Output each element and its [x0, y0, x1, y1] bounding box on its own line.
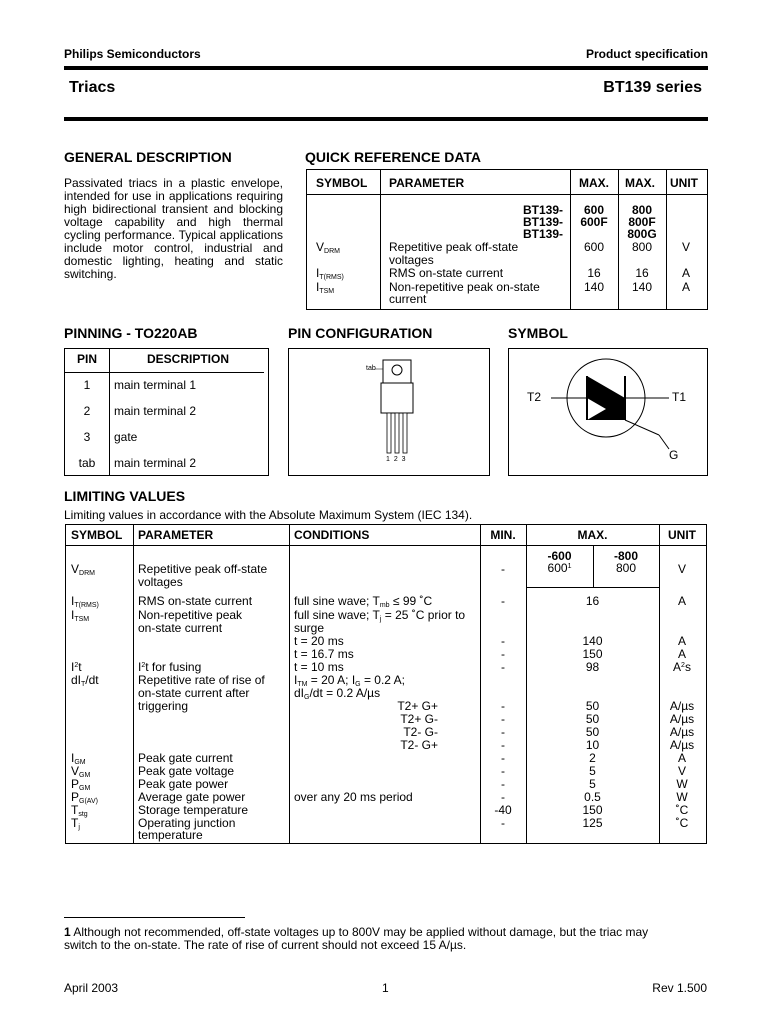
gate-label: G: [669, 448, 679, 462]
lim-unit: A/µs: [669, 712, 695, 726]
lim-min: -: [501, 790, 505, 804]
pin-number: 2: [83, 404, 91, 418]
lim-col-unit: UNIT: [668, 528, 696, 542]
lim-unit: A: [677, 634, 686, 648]
lim-max: 2: [589, 751, 596, 765]
lim-max: 98: [585, 660, 600, 674]
lim-parameter: Non-repetitive peak: [138, 608, 243, 622]
lim-parameter: Average gate power: [138, 790, 246, 804]
pinning-col-description: DESCRIPTION: [146, 352, 229, 366]
doc-type: Product specification: [585, 47, 708, 61]
header-rule: [64, 117, 708, 121]
lim-col-min: MIN.: [490, 528, 516, 542]
qrd-row-parameter: Non-repetitive peak on-state: [389, 280, 540, 294]
qrd-row-unit: V: [681, 240, 690, 254]
lim-min: -: [501, 751, 505, 765]
lim-max: 5: [589, 764, 596, 778]
qrd-type-800: 800: [631, 203, 653, 217]
lim-symbol: $V_{DRM}$: [71, 562, 95, 577]
qrd-row-max2: 800: [631, 240, 653, 254]
lim-condition: full sine wave; $T_j = 25$ ˚C prior to: [294, 608, 466, 623]
lim-max: 140: [582, 634, 603, 648]
lim-max: 10: [585, 738, 600, 752]
lim-symbol: $T_{stg}$: [71, 803, 88, 818]
pin-description: main terminal 2: [114, 404, 197, 418]
footer-date: April 2003: [64, 981, 119, 995]
lim-min: -: [501, 816, 505, 830]
lim-min: -: [501, 738, 505, 752]
qrd-row-symbol: $I_{TSM}$: [316, 280, 335, 295]
qrd-col-max1: MAX.: [579, 176, 609, 190]
top-rule: [64, 66, 708, 70]
qrd-col-symbol: SYMBOL: [316, 176, 368, 190]
lim-parameter: Repetitive rate of rise of: [138, 673, 265, 687]
lim-condition: t = 10 ms: [294, 660, 344, 674]
qrd-row-max1: 16: [587, 266, 601, 280]
qrd-heading: QUICK REFERENCE DATA: [305, 149, 482, 165]
lim-condition: t = 20 ms: [294, 634, 344, 648]
qrd-type-600f: 600F: [580, 215, 608, 229]
qrd-row-max2: 140: [631, 280, 653, 294]
lim-quadrant: T2- G+: [400, 738, 438, 752]
pinning-table: [64, 348, 269, 476]
lim-parameter: voltages: [138, 575, 183, 589]
lim-max-800-value: 800: [615, 561, 637, 575]
lim-quadrant: T2+ G-: [400, 712, 438, 726]
lim-condition: $dI_G/dt = 0.2$ A/µs: [294, 686, 381, 701]
pinning-col-pin: PIN: [76, 352, 97, 366]
lim-symbol: $T_j$: [71, 816, 80, 831]
lim-max: 5: [589, 777, 596, 791]
qrd-type-600: 600: [583, 203, 605, 217]
lim-col-conditions: CONDITIONS: [294, 528, 370, 542]
lim-parameter: Peak gate power: [138, 777, 229, 791]
lim-max: 50: [585, 712, 600, 726]
lim-max: 150: [582, 647, 603, 661]
limiting-values-intro: Limiting values in accordance with the Absolute Maximum System (IEC 134).: [64, 508, 473, 522]
lim-max-800: -800: [613, 549, 639, 563]
qrd-row-max1: 600: [583, 240, 605, 254]
lim-unit: W: [676, 777, 688, 791]
footer-page-number: 1: [382, 981, 389, 995]
lim-unit: A: [677, 594, 686, 608]
lim-symbol: $I_{T(RMS)}$: [71, 594, 99, 609]
lim-parameter: temperature: [138, 828, 203, 842]
lim-unit: A: [677, 647, 686, 661]
lim-min: -: [501, 660, 505, 674]
limiting-values-heading: LIMITING VALUES: [64, 488, 186, 504]
qrd-type-prefix: BT139-: [522, 227, 563, 241]
qrd-row-parameter: voltages: [389, 253, 434, 267]
pin-number: 3: [83, 430, 91, 444]
pin-configuration-box: [288, 348, 490, 476]
footnote: 1 Although not recommended, off-state voltages up to 800V may be applied without damage, but the triac may switch to the on-state. The rate of rise of current should not exceed 15 A/µs.: [64, 925, 649, 952]
lim-parameter: Peak gate voltage: [138, 764, 235, 778]
lim-min: -: [501, 562, 505, 576]
lim-max-600: -600: [547, 549, 572, 563]
lim-min: -: [501, 594, 505, 608]
qrd-row-unit: A: [681, 280, 690, 294]
pin-description: main terminal 1: [114, 378, 197, 392]
pinning-heading: PINNING - TO220AB: [64, 325, 198, 341]
lim-symbol: $I_{TSM}$: [71, 608, 90, 623]
qrd-row-parameter: current: [389, 292, 427, 306]
lim-symbol: $P_{GM}$: [71, 777, 91, 792]
lim-symbol: $I_{GM}$: [71, 751, 86, 766]
lim-condition: full sine wave; $T_{mb} \le 99$ ˚C: [294, 594, 433, 609]
lim-max: 16: [585, 594, 600, 608]
lim-max: 50: [585, 725, 600, 739]
lim-max: 150: [582, 803, 603, 817]
qrd-row-symbol: $V_{DRM}$: [316, 240, 340, 255]
lim-min: -: [501, 712, 505, 726]
lim-unit: W: [676, 790, 688, 804]
general-description-heading: GENERAL DESCRIPTION: [64, 149, 232, 165]
qrd-col-parameter: PARAMETER: [389, 176, 465, 190]
lim-min: -: [501, 725, 505, 739]
lim-min: -: [501, 634, 505, 648]
terminal-t2-label: T2: [527, 390, 542, 404]
lim-col-parameter: PARAMETER: [138, 528, 214, 542]
lim-symbol: $P_{G(AV)}$: [71, 790, 98, 805]
qrd-col-max2: MAX.: [625, 176, 655, 190]
lim-quadrant: T2- G-: [403, 725, 438, 739]
series-title: BT139 series: [603, 79, 702, 96]
lim-unit: A/µs: [669, 699, 695, 713]
pins-label: 1 2 3: [386, 456, 407, 463]
lim-condition: surge: [294, 621, 325, 635]
lim-parameter: on-state current: [138, 621, 223, 635]
footnote-rule: [64, 917, 245, 918]
lim-unit: V: [677, 764, 686, 778]
lim-parameter: Peak gate current: [138, 751, 233, 765]
company-name: Philips Semiconductors: [64, 47, 201, 61]
tab-label: tab: [366, 365, 376, 372]
triac-symbol-box: [508, 348, 708, 476]
lim-symbol: $V_{GM}$: [71, 764, 91, 779]
qrd-row-parameter: RMS on-state current: [389, 266, 504, 280]
lim-quadrant: T2+ G+: [397, 699, 438, 713]
lim-min: -40: [494, 803, 512, 817]
lim-col-symbol: SYMBOL: [71, 528, 123, 542]
lim-parameter: RMS on-state current: [138, 594, 253, 608]
lim-condition: over any 20 ms period: [294, 790, 413, 804]
lim-symbol: $dI_T/dt$: [71, 673, 99, 688]
qrd-type-800f: 800F: [628, 215, 656, 229]
qrd-row-symbol: $I_{T(RMS)}$: [316, 266, 344, 281]
lim-unit: A/µs: [669, 738, 695, 752]
qrd-type-prefix: BT139-: [522, 203, 563, 217]
lim-unit: V: [677, 562, 686, 576]
lim-condition: t = 16.7 ms: [294, 647, 354, 661]
qrd-row-max1: 140: [583, 280, 605, 294]
qrd-table: [306, 169, 708, 310]
lim-condition: $I_{TM} = 20$ A; $I_G = 0.2$ A;: [294, 673, 405, 688]
limiting-values-table: [65, 524, 707, 844]
pin-description: gate: [114, 430, 138, 444]
lim-unit: A: [677, 751, 686, 765]
lim-max: 50: [585, 699, 600, 713]
qrd-row-parameter: Repetitive peak off-state: [389, 240, 519, 254]
lim-unit: ˚C: [675, 803, 689, 817]
symbol-heading: SYMBOL: [508, 325, 568, 341]
lim-min: -: [501, 699, 505, 713]
pin-configuration-heading: PIN CONFIGURATION: [288, 325, 433, 341]
lim-parameter: Operating junction: [138, 816, 236, 830]
lim-unit: ˚C: [675, 816, 689, 830]
footer-revision: Rev 1.500: [652, 981, 707, 995]
lim-parameter: Storage temperature: [138, 803, 249, 817]
lim-min: -: [501, 647, 505, 661]
lim-min: -: [501, 764, 505, 778]
qrd-row-unit: A: [681, 266, 690, 280]
lim-parameter: triggering: [138, 699, 189, 713]
qrd-row-max2: 16: [635, 266, 649, 280]
terminal-t1-label: T1: [672, 390, 687, 404]
pin-number: 1: [83, 378, 91, 392]
lim-unit: A/µs: [669, 725, 695, 739]
lim-max: 125: [582, 816, 603, 830]
lim-parameter: $I^2t$ for fusing: [138, 660, 202, 674]
qrd-type-800g: 800G: [627, 227, 657, 241]
pin-description: main terminal 2: [114, 456, 197, 470]
qrd-col-unit: UNIT: [670, 176, 698, 190]
lim-parameter: Repetitive peak off-state: [138, 562, 268, 576]
lim-unit: $A^2s$: [673, 660, 691, 674]
lim-min: -: [501, 777, 505, 791]
lim-symbol: $I^2t$: [71, 660, 82, 674]
lim-max: 0.5: [584, 790, 601, 804]
general-description-text: Passivated triacs in a plastic envelope, intended for use in applications requiring high bidirectional transient and blocking voltage capability and high thermal cycling performance. Typical applications include motor control, industrial and domestic lighting, heating and static switching.: [64, 176, 283, 281]
pin-number: tab: [78, 456, 96, 470]
lim-parameter: on-state current after: [138, 686, 250, 700]
lim-max-600-value: $600^1$: [547, 561, 572, 575]
lim-col-max: MAX.: [577, 528, 608, 542]
qrd-type-prefix: BT139-: [522, 215, 563, 229]
family-title: Triacs: [69, 79, 116, 96]
